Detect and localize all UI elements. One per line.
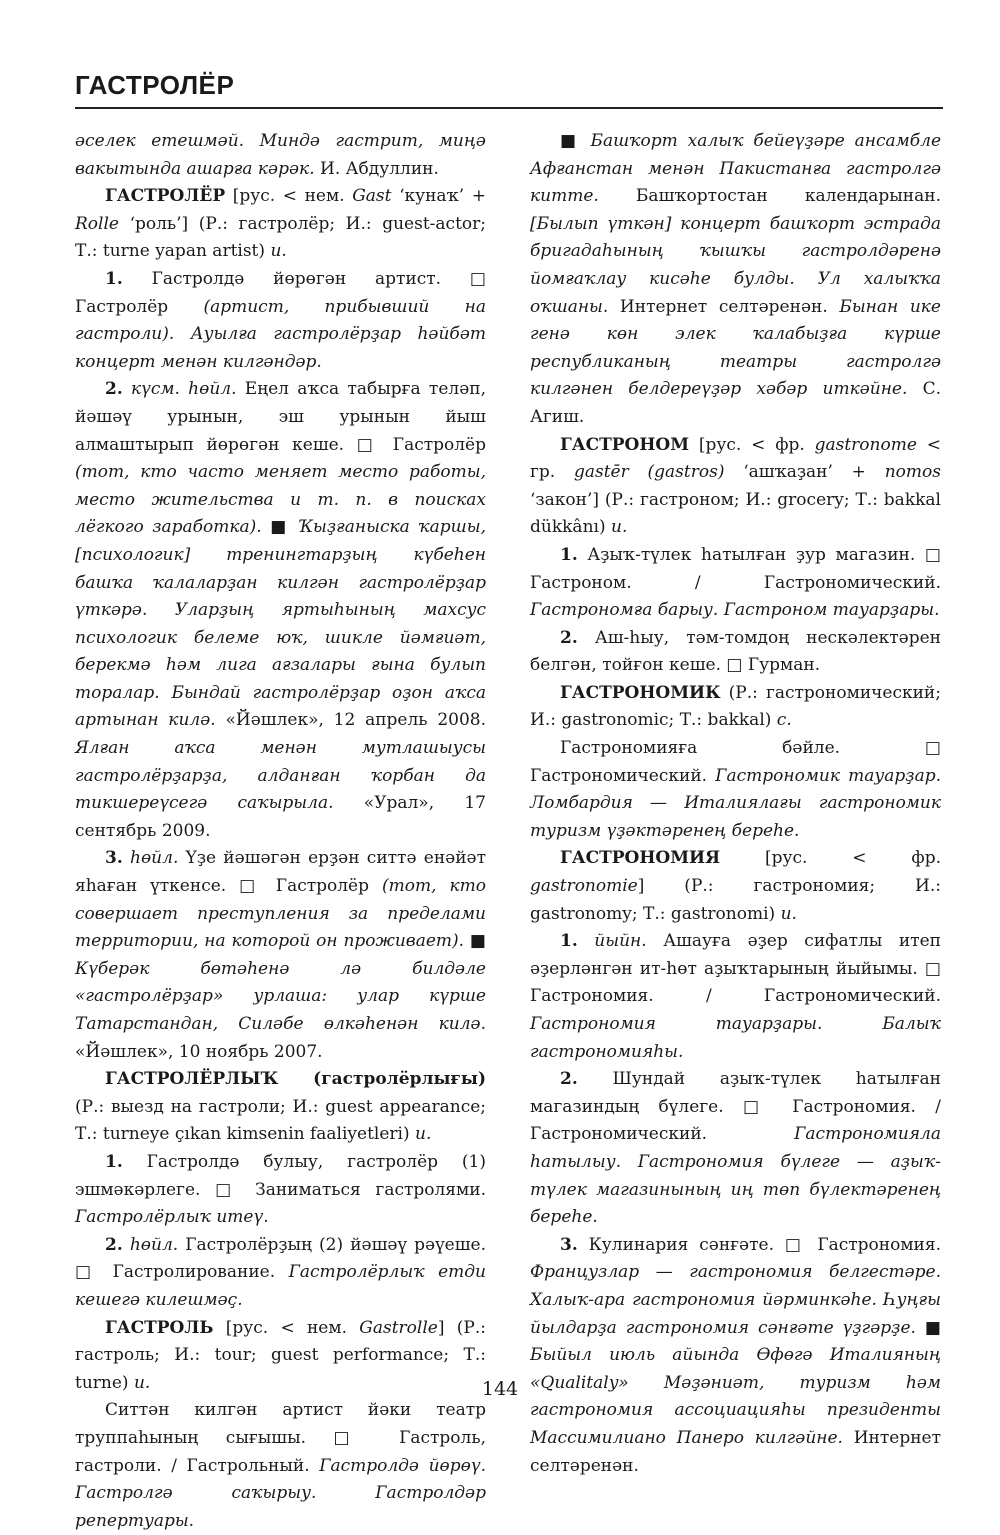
right-column — [530, 128, 941, 1480]
headword: ГАСТРОЛЁРЛЫҠ — [105, 1069, 279, 1090]
sense-3: 3. Кулинария сәнғәте. □ Гастрономия. Французлар — гастрономия белгестәре. Халыҡ-ара гастрономия йәрминкәһе. Һуңғы йылдарҙа гастрономия сәнғәте үҙгәрҙе. ■ Быйыл июль айында Өфөгә Италияның «Qualitaly» Мәҙәниәт, туризм һәм гастрономия ассоциацияһы президенты Массимилиано Панеро килгәйне. Интернет селтәренән. — [530, 1234, 942, 1476]
sense-2: 2. күсм. һөйл. Еңел аҡса табырға теләп, йәшәү урынын, эш урынын йыш алмаштырып йөрөгән кеше. □ Гастролёр (тот, кто часто меняет место работы, место жительства и т. п. в поисках лёгкого заработка). ■ Ҡыҙғаныска ҡаршы, [психологик] тренингтарҙың күбеһен башҡа ҡалаларҙан килгән гастролёрҙар үткәрә. Уларҙың яртыһының махсус психологик белеме юҡ, шикле йәмғиәт, берекмә һәм лига ағзалары ғына булып торалар. Бындай гастролёрҙар оҙон аҡса артынан килә. «Йәшлек», 12 апрель 2008. Ялған аҡса менән мутлашыусы гастролёрҙарҙа, алданған ҡорбан да тикшереүсегә саҡырыла. «Урал», 17 сентябрь 2009. — [75, 379, 487, 841]
headword: ГАСТРОЛЁР — [105, 186, 226, 207]
entry-gastronomiya: ГАСТРОНОМИЯ [рус. < фр. gastronomie] (Р.: гастрономия; И.: gastronomy; Т.: gastronomi) и. — [530, 848, 941, 924]
sense-1: 1. Аҙыҡ-түлек һатылған ҙур магазин. □ Гастроном. / Гастрономический. Гастрономға барыу. Гастроном тауарҙары. — [530, 544, 941, 621]
headword: ГАСТРОНОМИК — [560, 682, 721, 703]
page-number: 144 — [481, 1378, 519, 1400]
left-column — [75, 128, 486, 1535]
entry-gastrolerlyk: ГАСТРОЛЁРЛЫҠ (гастролёрлығы) (Р.: выезд на гастроли; И.: guest appearance; Т.: turneye çıkan kimsenin faaliyetleri) и. — [75, 1069, 486, 1145]
square-bullet-icon: ■ — [915, 1317, 941, 1338]
sense-1: 1. Гастролдә йөрөгән артист. □ Гастролёр (артист, прибывший на гастроли). Ауылға гастролёрҙар һәйбәт концерт менән килгәндәр. — [75, 268, 486, 372]
square-bullet-icon: ■ — [261, 517, 298, 538]
sense-2: 2. Шундай аҙыҡ-түлек һатылған магазиндың бүлеге. □ Гастрономия. / Гастрономический. Гастрономияла һатылыу. Гастрономия бүлеге — аҙыҡ-түлек магазинының иң төп бүлектәренең береһе. — [530, 1069, 941, 1228]
entry-gastrol: ГАСТРОЛЬ [рус. < нем. Gastrolle] (Р.: гастроль; И.: tour; guest performance; Т.: turne) и. — [75, 1317, 486, 1393]
square-bullet-icon: ■ — [560, 131, 591, 151]
page-header — [75, 70, 943, 109]
entry-gastronom: ГАСТРОНОМ [рус. < фр. gastronome < гр. gastēr (gastros) ‘ашҡаҙан’ + nomos ‘закон’] (Р.: гастроном; И.: grocery; Т.: bakkal dükkânı) и. — [530, 434, 941, 538]
definition: Ситтән килгән артист йәки театр труппаһының сығышы. □ Гастроль, гастроли. / Гастрольный. Гастролдә йөрөү. Гастролгә саҡырыу. Гастролдәр репертуары. — [75, 1400, 486, 1531]
square-bullet-icon: ■ — [464, 931, 486, 952]
sense-1: 1. йыйн. Ашауға әҙер сифатлы итеп әҙерләнгән ит-һөт аҙыҡтарының йыйымы. □ Гастрономия. / Гастрономический. Гастрономия тауарҙары. Балыҡ гастрономияһы. — [530, 931, 942, 1062]
entry-gastronomik: ГАСТРОНОМИК (Р.: гастрономический; И.: gastronomic; Т.: bakkal) с. — [530, 682, 941, 731]
header-rule — [75, 107, 943, 109]
headword: ГАСТРОЛЬ — [105, 1317, 214, 1338]
headword: ГАСТРОНОМ — [560, 434, 690, 455]
running-head: ГАСТРОЛЁР — [75, 70, 235, 100]
sense-2: 2. һөйл. Гастролёрҙың (2) йәшәү рәүеше. □ Гастролирование. Гастролёрлыҡ етди кешегә килешмәҫ. — [75, 1234, 486, 1310]
headword: ГАСТРОНОМИЯ — [560, 848, 721, 869]
sense-1: 1. Гастролдә булыу, гастролёр (1) эшмәкәрлеге. □ Заниматься гастролями. Гастролёрлыҡ итеү. — [75, 1151, 486, 1228]
continued-example: әселек етешмәй. Миндә гастрит, миңә вакытында ашарға кәрәк. И. Абдуллин. — [75, 131, 486, 179]
definition: Гастрономияға бәйле. □ Гастрономический. Гастрономик тауарҙар. Ломбардия — Италиялағы гастрономик туризм үҙәктәренең береһе. — [530, 738, 942, 841]
entry-gastroler: ГАСТРОЛЁР [рус. < нем. Gast ‘кунаҡ’ + Rolle ‘роль’] (Р.: гастролёр; И.: guest-actor; Т.: turne yapan artist) и. — [75, 186, 486, 262]
sense-3: 3. һөйл. Үҙе йәшәгән ерҙән ситтә енәйәт яһаған үткенсе. □ Гастролёр (тот, кто совершает преступления за пределами территории, на которой он проживает). ■ Күберәк бөтәһенә лә билдәле «гастролёрҙар» урлаша: улар күрше Татарстандан, Силәбе өлкәһенән килә. «Йәшлек», 10 ноябрь 2007. — [75, 848, 487, 1062]
continued-examples: ■ Башҡорт халыҡ бейеүҙәре ансамбле Афғанстан менән Пакистанға гастролгә китте. Башҡортостан календарынан. [Былып үткән] концерт башҡорт эстрада бригадаһының ҡышҡы гастролдәренә йомғаҡлау кисәһе булды. Ул халыҡҡа оҡшаны. Интернет селтәренән. Бынан ике генә көн элек ҡалабыҙға күрше республиканың театры гастролгә килгәнен белдереүҙәр хәбәр иткәйне. С. Агиш. — [530, 131, 942, 427]
sense-2: 2. Аш-һыу, тәм-томдоң нескәлектәрен белгән, тойғон кеше. □ Гурман. — [530, 627, 941, 676]
